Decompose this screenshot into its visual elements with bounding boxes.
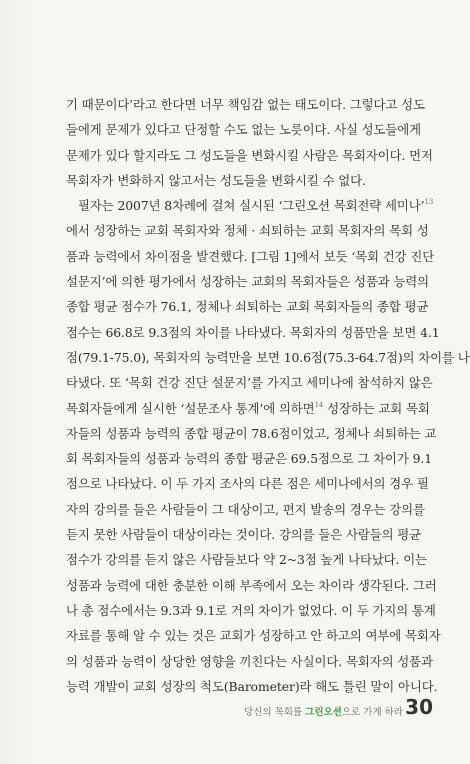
line-text: 필자는 2007년 8차례에 걸쳐 실시된 ‘그린오션 목회전략 세미나’ — [78, 198, 425, 214]
text-line: 기 때문이다’라고 한다면 너무 책임감 없는 태도이다. 그렇다고 성도 — [66, 97, 425, 112]
text-line-with-footnote — [66, 396, 430, 421]
text-line: 의 성품과 능력이 상당한 영향을 끼친다는 사실이다. 목회자의 성품과 — [66, 653, 433, 669]
text-line: 자들의 성품과 능력의 종합 평균이 78.6점이었고, 정체나 쇠퇴하는 교 — [66, 425, 437, 441]
text-line: 점(79.1-75.0), 목회자의 능력만을 보면 10.6점(75.3-64.7점)의 차이를 나 — [66, 349, 470, 365]
text-line: 듣지 못한 사람들이 대상이라는 것이다. 강의를 들은 사람들의 평균 — [66, 527, 422, 543]
page-number: 30 — [405, 695, 433, 719]
text-line: 에서 성장하는 교회 목회자와 정체 · 쇠퇴하는 교회 목회자의 목회 성 — [66, 223, 429, 239]
text-line: 자의 강의를 들은 사람들이 그 대상이고, 편지 발송의 경우는 강의를 — [66, 501, 425, 517]
text-line: 점수는 66.8로 9.3점의 차이를 나타냈다. 목회자의 성품만을 보면 4.1 — [66, 324, 440, 340]
text-line: 들에게 문제가 있다고 단정할 수도 없는 노릇이다. 사실 성도들에게 — [66, 122, 422, 138]
text-line: 회 목회자들의 성품과 능력의 종합 평균은 69.5점으로 그 차이가 9.1 — [66, 451, 433, 467]
running-footer-title — [244, 704, 403, 718]
page-footer — [235, 695, 435, 723]
text-line: 나 총 점수에서는 9.3과 9.1로 거의 차이가 없었다. 이 두 가지의 통계 — [66, 602, 436, 618]
text-line: 자료를 통해 알 수 있는 것은 교회가 성장하고 안 하고의 여부에 목회자 — [66, 628, 441, 644]
text-line: 점수가 강의를 듣지 않은 사람들보다 약 2~3점 높게 나타났다. 이는 — [66, 552, 427, 568]
text-line-with-footnote — [66, 193, 434, 218]
footnote-marker: 14 — [314, 400, 324, 409]
line-text: 목회자들에게 실시한 ‘설문조사 통계’에 의하면 — [66, 400, 315, 416]
text-line: 능력 개발이 교회 성장의 척도(Barometer)라 해도 틀린 말이 아니다. — [66, 678, 438, 694]
footnote-marker: 13 — [424, 198, 434, 207]
text-line: 설문지’에 의한 평가에서 성장하는 교회의 목회자들은 성품과 능력의 — [66, 274, 430, 290]
footer-accent-text: 그린오션 — [305, 707, 342, 718]
text-line: 성품과 능력에 대한 충분한 이해 부족에서 오는 차이라 생각된다. 그러 — [66, 577, 437, 593]
footer-prefix: 당신의 목회를 — [244, 707, 306, 718]
text-line: 종합 평균 점수가 76.1, 정체나 쇠퇴하는 교회 목회자들의 종합 평균 — [66, 299, 429, 315]
text-line: 목회자가 변화하지 않고서는 성도들을 변화시킬 수 없다. — [66, 172, 366, 188]
line-text-after: 성장하는 교회 목회 — [323, 400, 430, 416]
text-line: 타냈다. 또 ‘목회 건강 진단 설문지’를 가지고 세미나에 참석하지 않은 — [66, 375, 433, 391]
body-text — [66, 92, 470, 699]
text-line: 문제가 있다 할지라도 그 성도들을 변화시킬 사람은 목회자이다. 먼저 — [66, 147, 433, 163]
text-line: 점으로 나타났다. 이 두 가지 조사의 다른 점은 세미나에서의 경우 필 — [66, 476, 429, 492]
footer-suffix: 으로 가게 하라 — [341, 707, 403, 718]
text-line: 품과 능력에서 차이점을 발견했다. [그림 1]에서 보듯 ‘목회 건강 진단 — [66, 248, 435, 264]
